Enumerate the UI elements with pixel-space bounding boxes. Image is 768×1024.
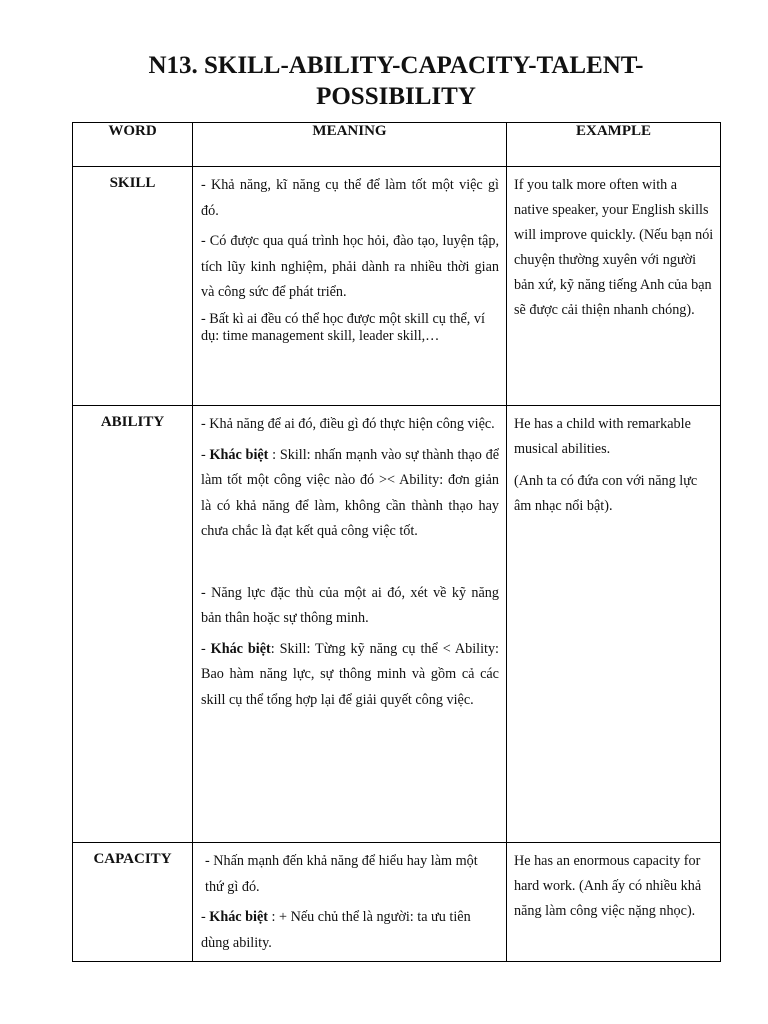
table-row	[73, 406, 721, 843]
meaning-cell	[193, 167, 507, 406]
meaning-paragraph	[201, 637, 499, 714]
table-row	[73, 167, 721, 406]
header-word: WORD	[73, 123, 193, 167]
document-title	[72, 50, 720, 112]
word-cell: CAPACITY	[73, 843, 193, 962]
bullet-prefix: -	[201, 640, 211, 657]
bullet-prefix: -	[201, 909, 210, 925]
difference-label: Khác biệt	[209, 909, 268, 925]
example-paragraph: He has a child with remarkable musical abilities.	[514, 416, 691, 457]
difference-label: Khác biệt	[210, 640, 271, 657]
meaning-cell	[193, 406, 507, 843]
word-cell: ABILITY	[73, 406, 193, 843]
header-example: EXAMPLE	[507, 123, 721, 167]
title-line-1: N13. SKILL-ABILITY-CAPACITY-TALENT-	[148, 52, 644, 79]
meaning-paragraph: - Năng lực đặc thù của một ai đó, xét về kỹ năng bản thân hoặc sự thông minh.	[201, 584, 499, 626]
table-header-row	[73, 123, 721, 167]
example-paragraph: He has an enormous capacity for hard work. (Anh ấy có nhiều khả năng làm công việc nặng nhọc).	[514, 853, 702, 919]
example-cell	[507, 843, 721, 962]
example-cell	[507, 167, 721, 406]
difference-text: : Skill: nhấn mạnh vào sự thành thạo để làm tốt một công việc nào đó >< Ability: đơn giản là có khả năng để làm, không cần thành thạo hay chưa chắc là đạt kết quả công việc tốt.	[201, 446, 500, 539]
example-cell	[507, 406, 721, 843]
title-line-2: POSSIBILITY	[316, 83, 476, 110]
word-cell: SKILL	[73, 167, 193, 406]
meaning-paragraph: - Bất kì ai đều có thể học được một skill cụ thể, ví dụ: time management skill, leader skill,…	[201, 310, 485, 344]
table-row	[73, 843, 721, 962]
meaning-paragraph: - Khả năng để ai đó, điều gì đó thực hiện công việc.	[201, 416, 495, 432]
meaning-paragraph: - Có được qua quá trình học hỏi, đào tạo, luyện tập, tích lũy kinh nghiệm, phải dành ra nhiều thời gian và công sức để phát triển.	[201, 233, 499, 300]
meaning-paragraph: - Nhấn mạnh đến khả năng để hiểu hay làm một thứ gì đó.	[205, 853, 478, 895]
vocabulary-table	[72, 122, 721, 962]
example-paragraph: If you talk more often with a native speaker, your English skills will improve quickly. (Nếu bạn nói chuyện thường xuyên với người bản xứ, kỹ năng tiếng Anh của bạn sẽ được cải thiện nhanh chóng).	[514, 177, 714, 318]
difference-text: : + Nếu chủ thể là người: ta ưu tiên dùng ability.	[201, 909, 471, 951]
bullet-prefix: -	[201, 446, 210, 463]
example-paragraph: (Anh ta có đứa con với năng lực âm nhạc nổi bật).	[514, 473, 698, 514]
meaning-paragraph	[201, 905, 499, 956]
header-meaning: MEANING	[193, 123, 507, 167]
meaning-paragraph	[201, 443, 499, 545]
meaning-cell	[193, 843, 507, 962]
difference-label: Khác biệt	[209, 446, 269, 463]
difference-text: : Skill: Từng kỹ năng cụ thể < Ability: Bao hàm năng lực, sự thông minh và gồm cả các skill cụ thể tổng hợp lại để giải quyết công việc.	[201, 640, 499, 708]
meaning-paragraph: - Khả năng, kĩ năng cụ thể để làm tốt một việc gì đó.	[201, 177, 499, 219]
